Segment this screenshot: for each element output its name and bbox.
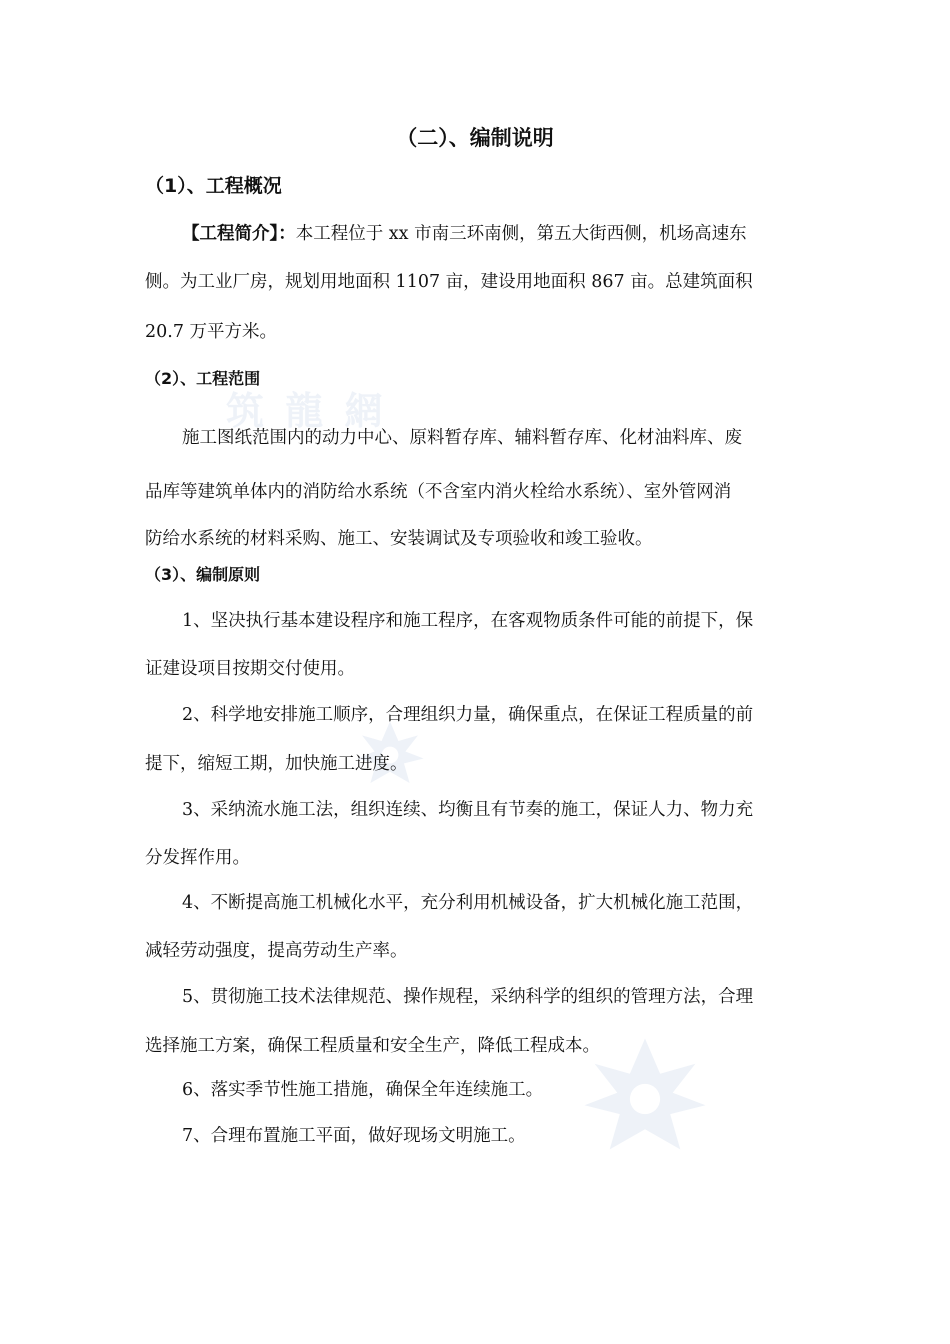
scope-line-2: 品库等建筑单体内的消防给水系统（不含室内消火栓给水系统）、室外管网消 (145, 482, 732, 502)
overview-line-2: 侧。为工业厂房，规划用地面积 1107 亩，建设用地面积 867 亩。总建筑面积 (145, 272, 753, 292)
principle-1-line-1: 1、坚决执行基本建设程序和施工程序，在客观物质条件可能的前提下，保 (182, 611, 754, 631)
principle-3-line-2: 分发挥作用。 (145, 848, 250, 868)
watermark-snowflake-icon (582, 1036, 708, 1162)
section-heading-principles: （3）、编制原则 (145, 565, 261, 584)
scope-lead: 施工图纸范围内的 (182, 428, 322, 448)
scope-line-1 (182, 426, 742, 450)
principle-7: 7、合理布置施工平面，做好现场文明施工。 (182, 1126, 526, 1146)
overview-text: 本工程位于 xx 市南三环南侧，第五大街西侧，机场高速东 (295, 224, 747, 244)
principle-5-line-1: 5、贯彻施工技术法律规范、操作规程，采纳科学的组织的管理方法，合理 (182, 987, 754, 1007)
principle-2-line-2: 提下，缩短工期，加快施工进度。 (145, 754, 408, 774)
principle-5-line-2: 选择施工方案，确保工程质量和安全生产，降低工程成本。 (145, 1036, 600, 1056)
principle-3-line-1: 3、采纳流水施工法，组织连续、均衡且有节奏的施工，保证人力、物力充 (182, 800, 754, 820)
overview-label: 【工程简介】： (182, 224, 296, 244)
overview-line-3: 20.7 万平方米。 (145, 322, 278, 342)
watermark-text: 筑 龍 網 (226, 388, 387, 433)
scope-text: 动力中心、原料暂存库、辅料暂存库、化材油料库、废 (322, 428, 742, 448)
principle-1-line-2: 证建设项目按期交付使用。 (145, 659, 355, 679)
overview-line-1 (182, 222, 747, 246)
page-title: （二）、编制说明 (396, 126, 554, 150)
scope-line-3: 防给水系统的材料采购、施工、安装调试及专项验收和竣工验收。 (145, 529, 653, 549)
principle-2-line-1: 2、科学地安排施工顺序，合理组织力量，确保重点，在保证工程质量的前 (182, 705, 754, 725)
section-heading-scope: （2）、工程范围 (145, 369, 261, 388)
section-heading-overview: （1）、工程概况 (145, 175, 282, 197)
principle-4-line-2: 减轻劳动强度，提高劳动生产率。 (145, 941, 408, 961)
principle-6: 6、落实季节性施工措施，确保全年连续施工。 (182, 1080, 544, 1100)
principle-4-line-1: 4、不断提高施工机械化水平，充分利用机械设备，扩大机械化施工范围， (182, 893, 754, 913)
